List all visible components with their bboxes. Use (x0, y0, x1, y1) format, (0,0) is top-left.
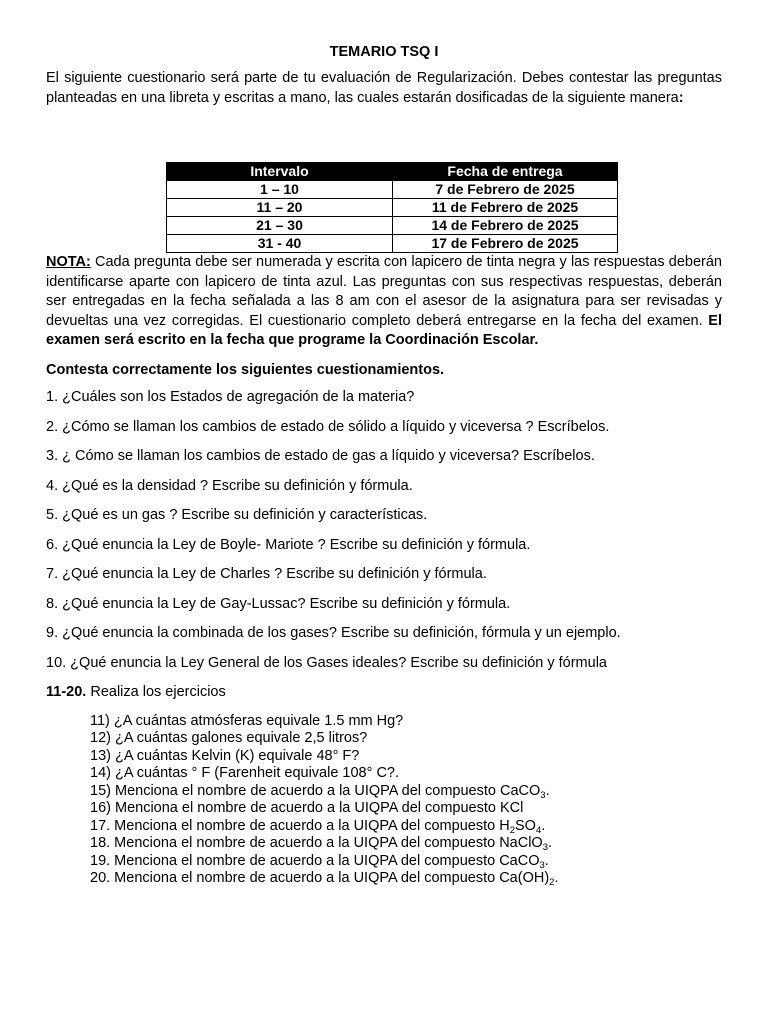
schedule-row (167, 181, 618, 199)
chemical-formula: NaClO$_3$. (499, 835, 553, 853)
exercise-list (90, 713, 722, 888)
exercises-heading (46, 683, 722, 703)
note-bold-text: El examen será escrito en la fecha que programe la Coordinación Escolar. (46, 312, 722, 348)
interval-cell: 31 - 40 (167, 235, 393, 253)
question-item: 1. ¿Cuáles son los Estados de agregación de la materia? (46, 389, 415, 405)
interval-cell: 21 – 30 (167, 217, 393, 235)
exercise-text: 15) Menciona el nombre de acuerdo a la UIQPA del compuesto (90, 782, 500, 799)
question-item: 2. ¿Cómo se llaman los cambios de estado de sólido a líquido y viceversa ? Escríbelos. (46, 418, 610, 435)
header-due-date: Fecha de entrega (393, 163, 618, 181)
question-item: 6. ¿Qué enuncia la Ley de Boyle- Mariote ? Escribe su definición y fórmula. (46, 536, 531, 553)
schedule-header-row (167, 163, 618, 181)
interval-cell: 11 – 20 (167, 199, 393, 217)
chemical-formula: $Ca(OH)_2$. (499, 870, 559, 888)
intro-colon: : (678, 89, 684, 106)
exercise-text: 17. Menciona el nombre de acuerdo a la UIQPA del compuesto (90, 817, 500, 834)
question-item: 4. ¿Qué es la densidad ? Escribe su definición y fórmula. (46, 477, 413, 494)
exercise-item: 16) Menciona el nombre de acuerdo a la UIQPA del compuesto KCl (90, 800, 524, 816)
schedule-table (166, 162, 618, 253)
due-date-cell: 7 de Febrero de 2025 (393, 181, 618, 199)
chemical-formula: CaCO$_3$. (499, 852, 549, 871)
question-item: 5. ¿Qué es un gas ? Escribe su definición y características. (46, 507, 428, 523)
schedule-row (167, 235, 618, 253)
question-item: 3. ¿ Cómo se llaman los cambios de estado de gas a líquido y viceversa? Escríbelos. (46, 448, 595, 464)
question-item: 8. ¿Qué enuncia la Ley de Gay-Lussac? Escribe su definición y fórmula. (46, 595, 511, 612)
schedule-table-wrapper (46, 162, 722, 253)
note-text: Cada pregunta debe ser numerada y escrita con lapicero de tinta negra y las respuestas deberán identificarse aparte con lapicero de tinta azul. Las preguntas con sus respectivas respuestas, deberán ser entregadas en la fecha señalada a las 8 am con el asesor de la asignatura para ser revisadas y devueltas una vez corregidas. El cuestionario completo deberá entregarse en la fecha del examen. (46, 254, 722, 329)
note-label: NOTA: (46, 254, 91, 270)
due-date-cell: 17 de Febrero de 2025 (393, 235, 618, 253)
exercise-item (90, 870, 722, 888)
instruction-heading: Contesta correctamente los siguientes cuestionamientos. (46, 361, 445, 378)
chemical-formula: CaCO$_3$. (500, 782, 550, 801)
question-item: 10. ¿Qué enuncia la Ley General de los Gases ideales? Escribe su definición y fórmula (46, 654, 607, 671)
exercise-item (90, 818, 722, 836)
intro-text: El siguiente cuestionario será parte de tu evaluación de Regularización. Debes contestar las preguntas planteadas en una libreta y escritas a mano, las cuales estarán dosificadas de la siguiente manera (46, 70, 722, 106)
questions-list (46, 388, 722, 673)
schedule-row (167, 199, 618, 217)
schedule-row (167, 217, 618, 235)
exercises-range-label: 11-20. (46, 684, 87, 700)
exercise-text: 20. Menciona el nombre de acuerdo a la UIQPA del compuesto (90, 870, 500, 886)
due-date-cell: 11 de Febrero de 2025 (393, 199, 618, 217)
exercise-item (90, 853, 722, 871)
exercise-item: 12) ¿A cuántas galones equivale 2,5 litros? (90, 730, 368, 746)
exercise-text: 19. Menciona el nombre de acuerdo a la UIQPA del compuesto (90, 852, 500, 869)
interval-cell: 1 – 10 (167, 181, 393, 199)
note-paragraph (46, 253, 722, 351)
due-date-cell: 14 de Febrero de 2025 (393, 217, 618, 235)
question-item: 9. ¿Qué enuncia la combinada de los gases? Escribe su definición, fórmula y un ejemplo. (46, 625, 621, 641)
exercise-item: 14) ¿A cuántas ° F (Farenheit equivale 108° C?. (90, 765, 400, 781)
question-item: 7. ¿Qué enuncia la Ley de Charles ? Escribe su definición y fórmula. (46, 566, 487, 582)
chemical-formula: $H_2SO_4$. (499, 817, 546, 836)
header-interval: Intervalo (167, 163, 393, 181)
exercise-item (90, 783, 722, 801)
exercise-text: 18. Menciona el nombre de acuerdo a la UIQPA del compuesto (90, 835, 500, 851)
exercise-item: 11) ¿A cuántas atmósferas equivale 1.5 mm Hg? (90, 712, 404, 729)
exercise-item: 13) ¿A cuántas Kelvin (K) equivale 48° F? (90, 747, 360, 764)
exercises-heading-text: Realiza los ejercicios (86, 684, 226, 700)
document-title: TEMARIO TSQ I (329, 44, 439, 60)
exercise-item (90, 835, 722, 853)
intro-paragraph (46, 69, 722, 108)
